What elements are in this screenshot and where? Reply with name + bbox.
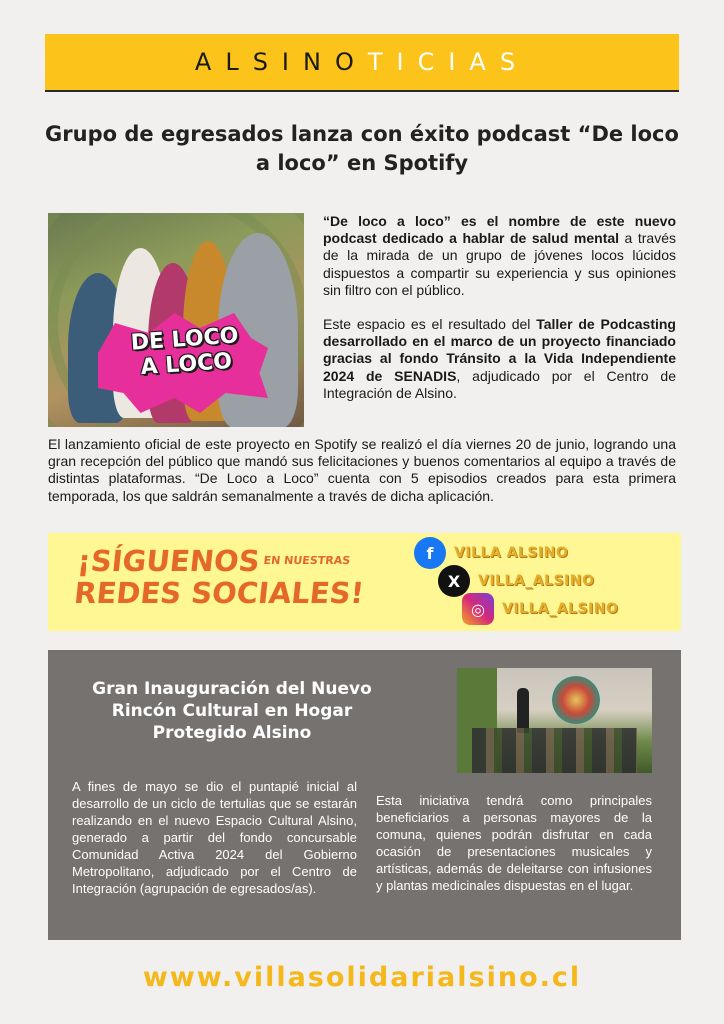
article-paragraph-2: Este espacio es el resultado del Taller de Podcasting desarrollado en el marco de un proyecto financiado gracias al fondo Tránsito a la Vida Independiente 2024 de SENADIS, adjudicado por el Centro de Integración de Alsino. [323,316,676,401]
social-banner [48,533,681,631]
masthead-title-part2: TICIAS [367,48,530,76]
culture-title: Gran Inauguración del Nuevo Rincón Cultural en Hogar Protegido Alsino [92,679,372,743]
masthead-title-part1: ALSINO [194,48,368,76]
x-icon: X [438,565,470,597]
culture-paragraph-right: Esta iniciativa tendrá como principales beneficiarios a personas mayores de la comuna, quienes podrán disfrutar en cada ocasión de presentaciones musicales y artísticas, además de deleitarse con infusiones y plantas medicinales dispuestas en el lugar. [376,793,652,893]
article-paragraph-3: El lanzamiento oficial de este proyecto en Spotify se realizó el día viernes 20 de junio, logrando una gran recepción del público que mandó sus felicitaciones y buenos comentarios al equipo a través de distintas plataformas. “De Loco a Loco” cuenta con 5 episodios creados para esta primera temporada, los que saldrán semanalmente a través de dicha aplicación. [48,436,676,504]
article-column [323,213,676,402]
instagram-icon: ◎ [462,593,494,625]
article-paragraph-1: “De loco a loco” es el nombre de este nuevo podcast dedicado a hablar de salud mental a través de la mirada de un grupo de jóvenes locos lúcidos dispuestos a compartir su experiencia y sus opiniones sin filtro con el público. [323,213,676,298]
social-instagram[interactable] [462,593,618,625]
banner-slogan: ¡SÍGUENOS $^{EN NUESTRAS}$ REDES SOCIALES! [72,544,366,610]
masthead [45,34,679,90]
facebook-icon: f [414,537,446,569]
headline: Grupo de egresados lanza con éxito podcast “De loco a loco” en Spotify [45,122,679,175]
podcast-logo: DE LOCO A LOCO [130,323,240,381]
culture-paragraph-left: A fines de mayo se dio el puntapié inicial al desarrollo de un ciclo de tertulias que se estarán realizando en el nuevo Espacio Cultural Alsino, generado a partir del fondo concursable Comunidad Activa 2024 del Gobierno Metropolitano, adjudicado por el Centro de Integración (agrupación de egresados/as). [72,779,357,896]
culture-photo [457,668,652,773]
x-handle: VILLA_ALSINO [478,573,595,589]
instagram-handle: VILLA_ALSINO [502,601,619,617]
footer-url[interactable]: www.villasolidarialsino.cl [142,962,582,993]
podcast-photo [48,213,304,427]
facebook-handle: VILLA ALSINO [454,545,569,561]
culture-section [48,650,681,940]
